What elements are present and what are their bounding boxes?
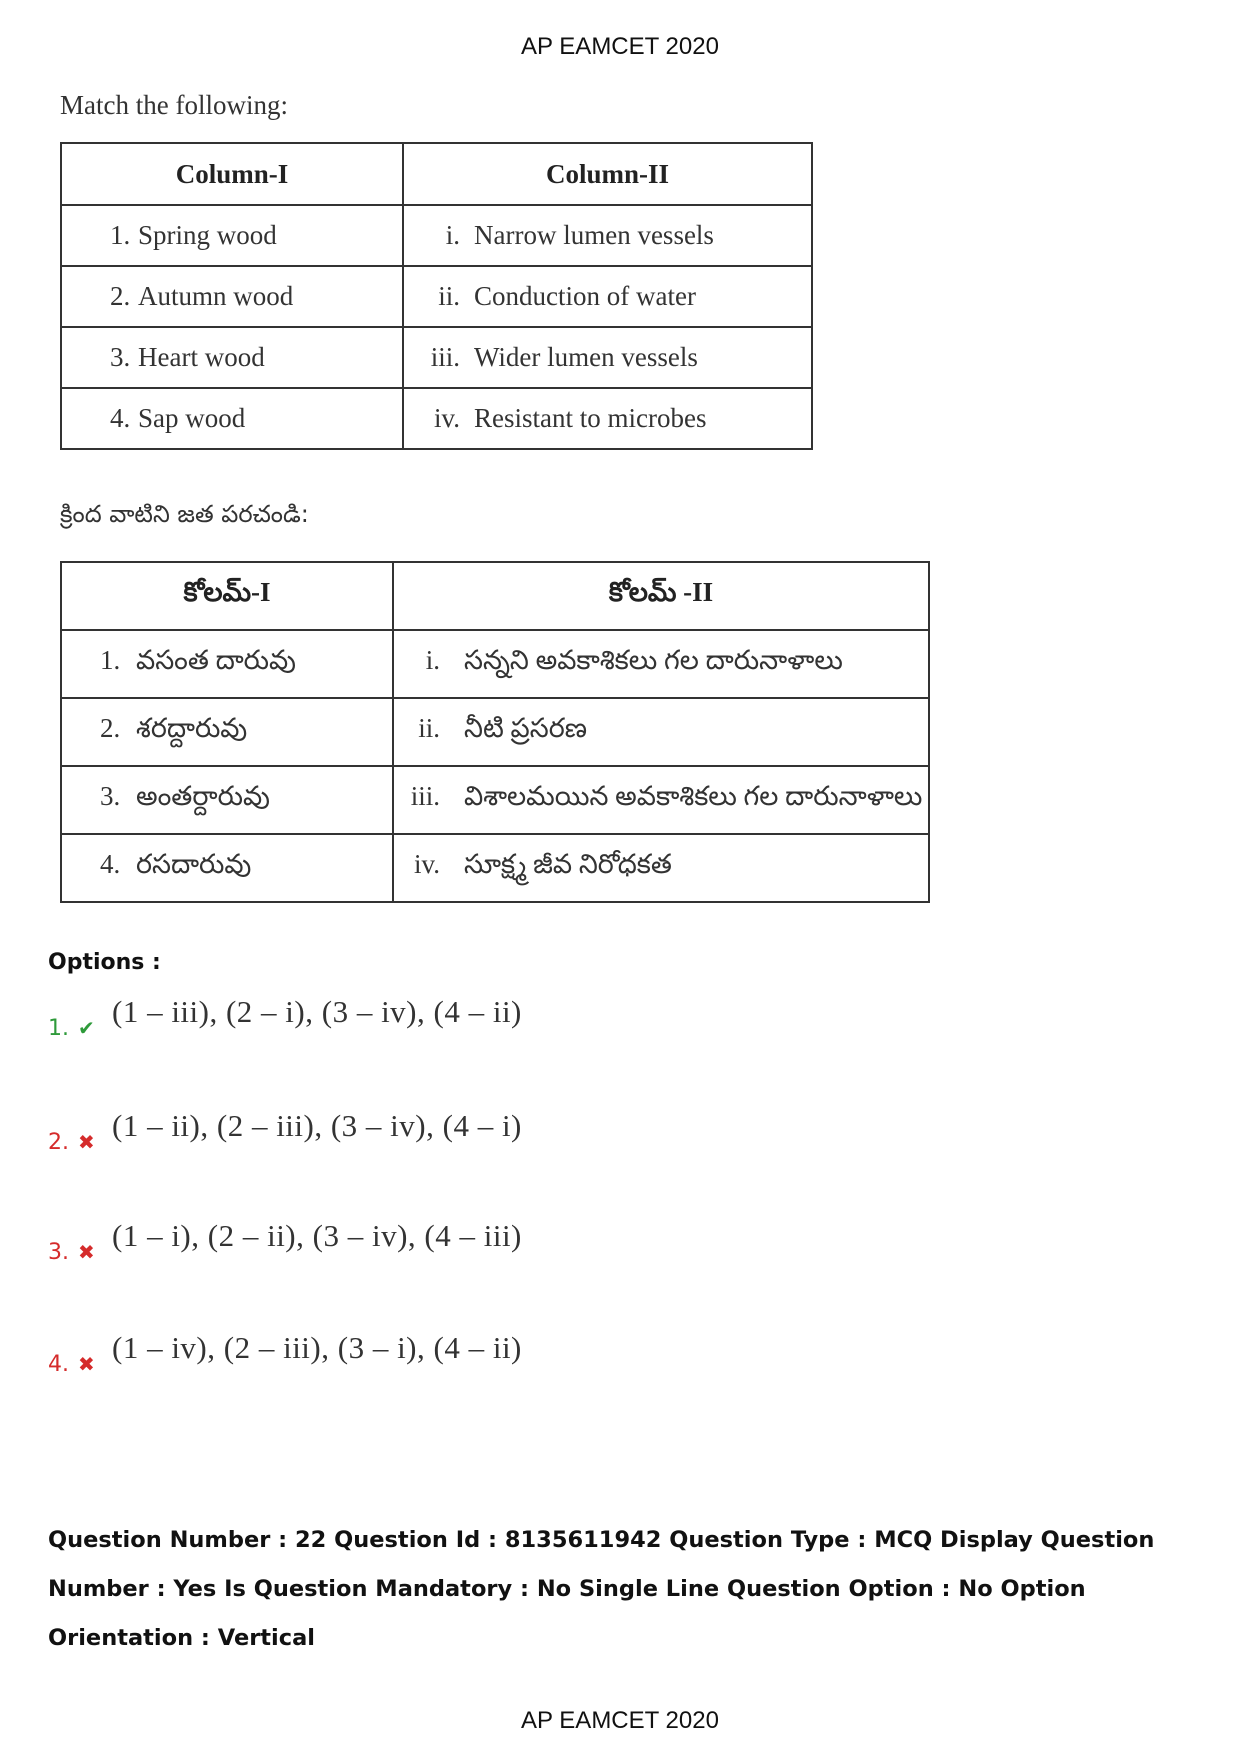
table-row — [61, 266, 812, 327]
item-text: సన్నని అవకాశికలు గల దారునాళాలు — [464, 645, 843, 675]
item-number: 4. — [110, 403, 131, 433]
option-number: 3. — [48, 1240, 69, 1265]
item-number: 2. — [100, 713, 121, 743]
table-row — [61, 205, 812, 266]
column-1-header: కోలమ్-I — [61, 562, 393, 630]
english-intro: Match the following: — [60, 90, 288, 120]
item-text: Heart wood — [138, 342, 265, 372]
option-number: 4. — [48, 1352, 69, 1377]
item-text: Autumn wood — [138, 281, 294, 311]
item-number: 4. — [100, 849, 121, 879]
cross-icon: ✖ — [78, 1240, 95, 1264]
table-row — [61, 630, 929, 698]
table-row — [61, 766, 929, 834]
item-text: Spring wood — [138, 220, 277, 250]
item-number: 3. — [100, 781, 121, 811]
item-text: వసంత దారువు — [136, 645, 296, 675]
option-number: 2. — [48, 1130, 69, 1155]
item-number: i. — [425, 645, 440, 675]
column-2-header: కోలమ్ -II — [393, 562, 929, 630]
item-text: విశాలమయిన అవకాశికలు గల దారునాళాలు — [464, 781, 923, 811]
check-icon: ✔ — [78, 1016, 95, 1040]
table-row — [61, 388, 812, 449]
item-number: 2. — [110, 281, 131, 311]
option-text: (1 – iv), (2 – iii), (3 – i), (4 – ii) — [112, 1330, 522, 1365]
item-number: iv. — [414, 849, 440, 879]
column-2-header: Column-II — [403, 143, 812, 205]
option-number: 1. — [48, 1016, 69, 1041]
table-header-row — [61, 562, 929, 630]
item-number: iv. — [434, 403, 460, 433]
item-text: Narrow lumen vessels — [474, 220, 714, 250]
item-text: Resistant to microbes — [474, 403, 707, 433]
item-text: Conduction of water — [474, 281, 696, 311]
item-number: iii. — [430, 342, 460, 372]
question-info: Question Number : 22 Question Id : 8135611942 Question Type : MCQ Display Question Number : Yes Is Question Mandatory : No Single Line Question Option : No Option Orientation : Vertical — [48, 1527, 1155, 1651]
table-header-row — [61, 143, 812, 205]
item-number: ii. — [418, 713, 440, 743]
table-row — [61, 327, 812, 388]
page-header: AP EAMCET 2020 — [521, 33, 719, 60]
telugu-match-table — [60, 561, 930, 903]
table-row — [61, 834, 929, 902]
cross-icon: ✖ — [78, 1352, 95, 1376]
item-text: Wider lumen vessels — [474, 342, 698, 372]
item-text: శరద్దారువు — [136, 713, 248, 743]
item-text: Sap wood — [138, 403, 246, 433]
item-number: ii. — [438, 281, 460, 311]
item-text: అంతర్దారువు — [136, 781, 270, 811]
page-footer: AP EAMCET 2020 — [521, 1707, 719, 1734]
item-number: 1. — [100, 645, 121, 675]
item-number: iii. — [410, 781, 440, 811]
item-text: రసదారువు — [136, 849, 252, 879]
column-1-header: Column-I — [61, 143, 403, 205]
english-match-table — [60, 142, 813, 450]
cross-icon: ✖ — [78, 1130, 95, 1154]
item-text: సూక్ష్మ జీవ నిరోధకత — [464, 849, 672, 879]
table-row — [61, 698, 929, 766]
option-text: (1 – ii), (2 – iii), (3 – iv), (4 – i) — [112, 1108, 522, 1143]
options-label: Options : — [48, 950, 161, 975]
telugu-intro: క్రింద వాటిని జత పరచండి: — [60, 500, 309, 528]
option-text: (1 – iii), (2 – i), (3 – iv), (4 – ii) — [112, 994, 522, 1029]
item-number: 3. — [110, 342, 131, 372]
item-text: నీటి ప్రసరణ — [464, 713, 588, 743]
item-number: i. — [445, 220, 460, 250]
item-number: 1. — [110, 220, 131, 250]
option-text: (1 – i), (2 – ii), (3 – iv), (4 – iii) — [112, 1218, 522, 1253]
